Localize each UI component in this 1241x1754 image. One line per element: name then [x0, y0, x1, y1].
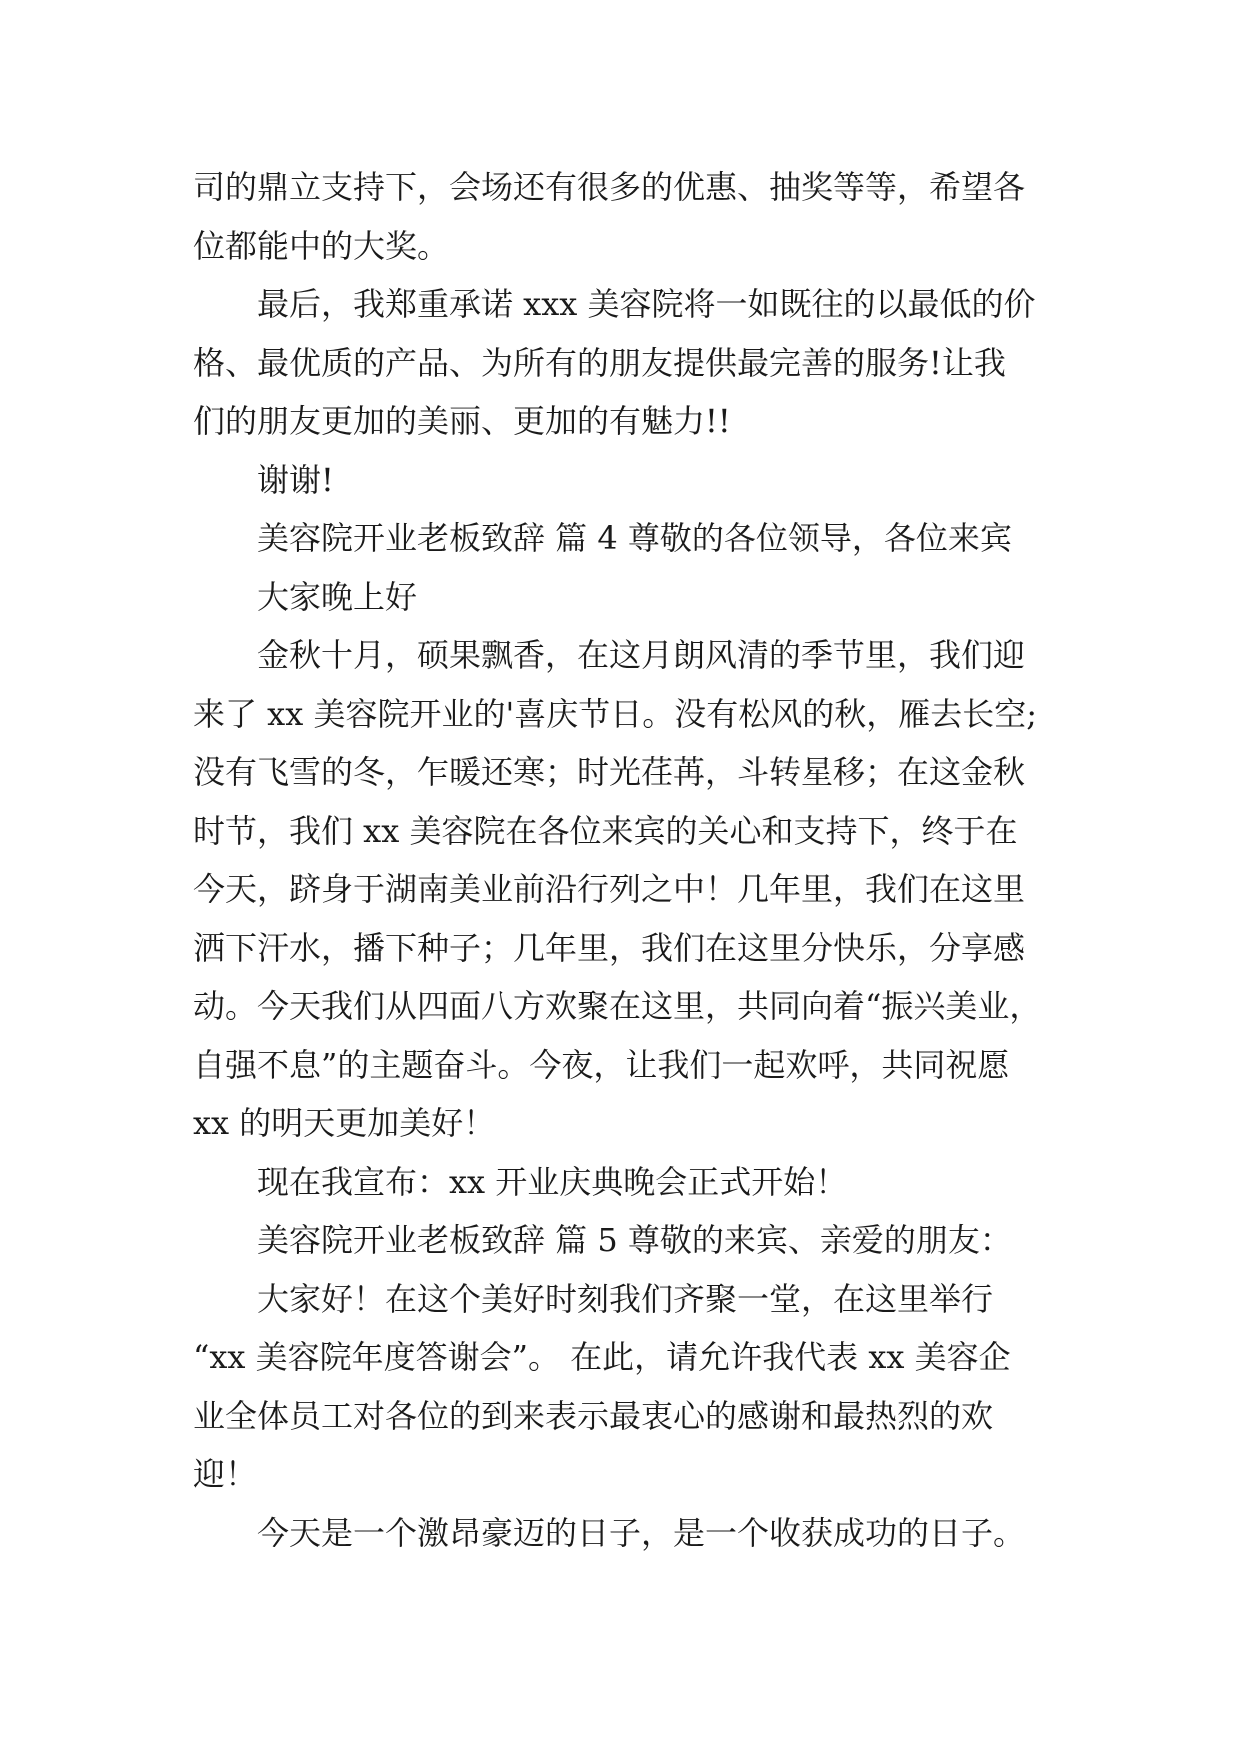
document-body	[193, 158, 1073, 1562]
text-line: 位都能中的大奖。	[193, 226, 450, 265]
text-line: 司的鼎立支持下，会场还有很多的优惠、抽奖等等，希望各	[193, 168, 1026, 206]
text-line: 动。今天我们从四面八方欢聚在这里，共同向着“振兴美业，	[193, 987, 1042, 1025]
text-line: 们的朋友更加的美丽、更加的有魅力!!	[193, 402, 731, 440]
text-line: 金秋十月，硕果飘香，在这月朗风清的季节里，我们迎	[257, 636, 1026, 674]
text-line: xx 的明天更加美好！	[193, 1104, 496, 1142]
text-line: 自强不息”的主题奋斗。今夜，让我们一起欢呼，共同祝愿	[193, 1045, 1010, 1084]
text-line: 没有飞雪的冬，乍暖还寒；时光荏苒，斗转星移；在这金秋	[193, 753, 1026, 791]
text-line: 大家好！在这个美好时刻我们齐聚一堂，在这里举行	[257, 1279, 994, 1318]
text-line: 来了 xx 美容院开业的'喜庆节日。没有松风的秋，雁去长空;	[193, 694, 1038, 733]
section-heading: 美容院开业老板致辞 篇 4 尊敬的各位领导，各位来宾	[257, 519, 1012, 557]
text-line: 时节，我们 xx 美容院在各位来宾的关心和支持下，终于在	[193, 811, 1018, 850]
text-line: 大家晚上好	[257, 577, 418, 616]
text-line: 今天是一个激昂豪迈的日子，是一个收获成功的日子。	[257, 1513, 1026, 1552]
text-line: 迎！	[193, 1455, 258, 1493]
text-line: 今天，跻身于湖南美业前沿行列之中！几年里，我们在这里	[193, 870, 1026, 908]
text-line: 现在我宣布：xx 开业庆典晚会正式开始！	[257, 1162, 848, 1201]
text-line: 谢谢!	[257, 460, 334, 499]
section-heading: 美容院开业老板致辞 篇 5 尊敬的来宾、亲爱的朋友：	[257, 1221, 1012, 1259]
text-line: “xx 美容院年度答谢会”。 在此，请允许我代表 xx 美容企	[193, 1338, 1011, 1376]
text-line: 洒下汗水，播下种子；几年里，我们在这里分快乐，分享感	[193, 928, 1026, 967]
text-line: 最后，我郑重承诺 xxx 美容院将一如既往的以最低的价	[257, 285, 1036, 323]
text-line: 业全体员工对各位的到来表示最衷心的感谢和最热烈的欢	[193, 1396, 994, 1435]
text-line: 格、最优质的产品、为所有的朋友提供最完善的服务!让我	[193, 343, 1006, 382]
